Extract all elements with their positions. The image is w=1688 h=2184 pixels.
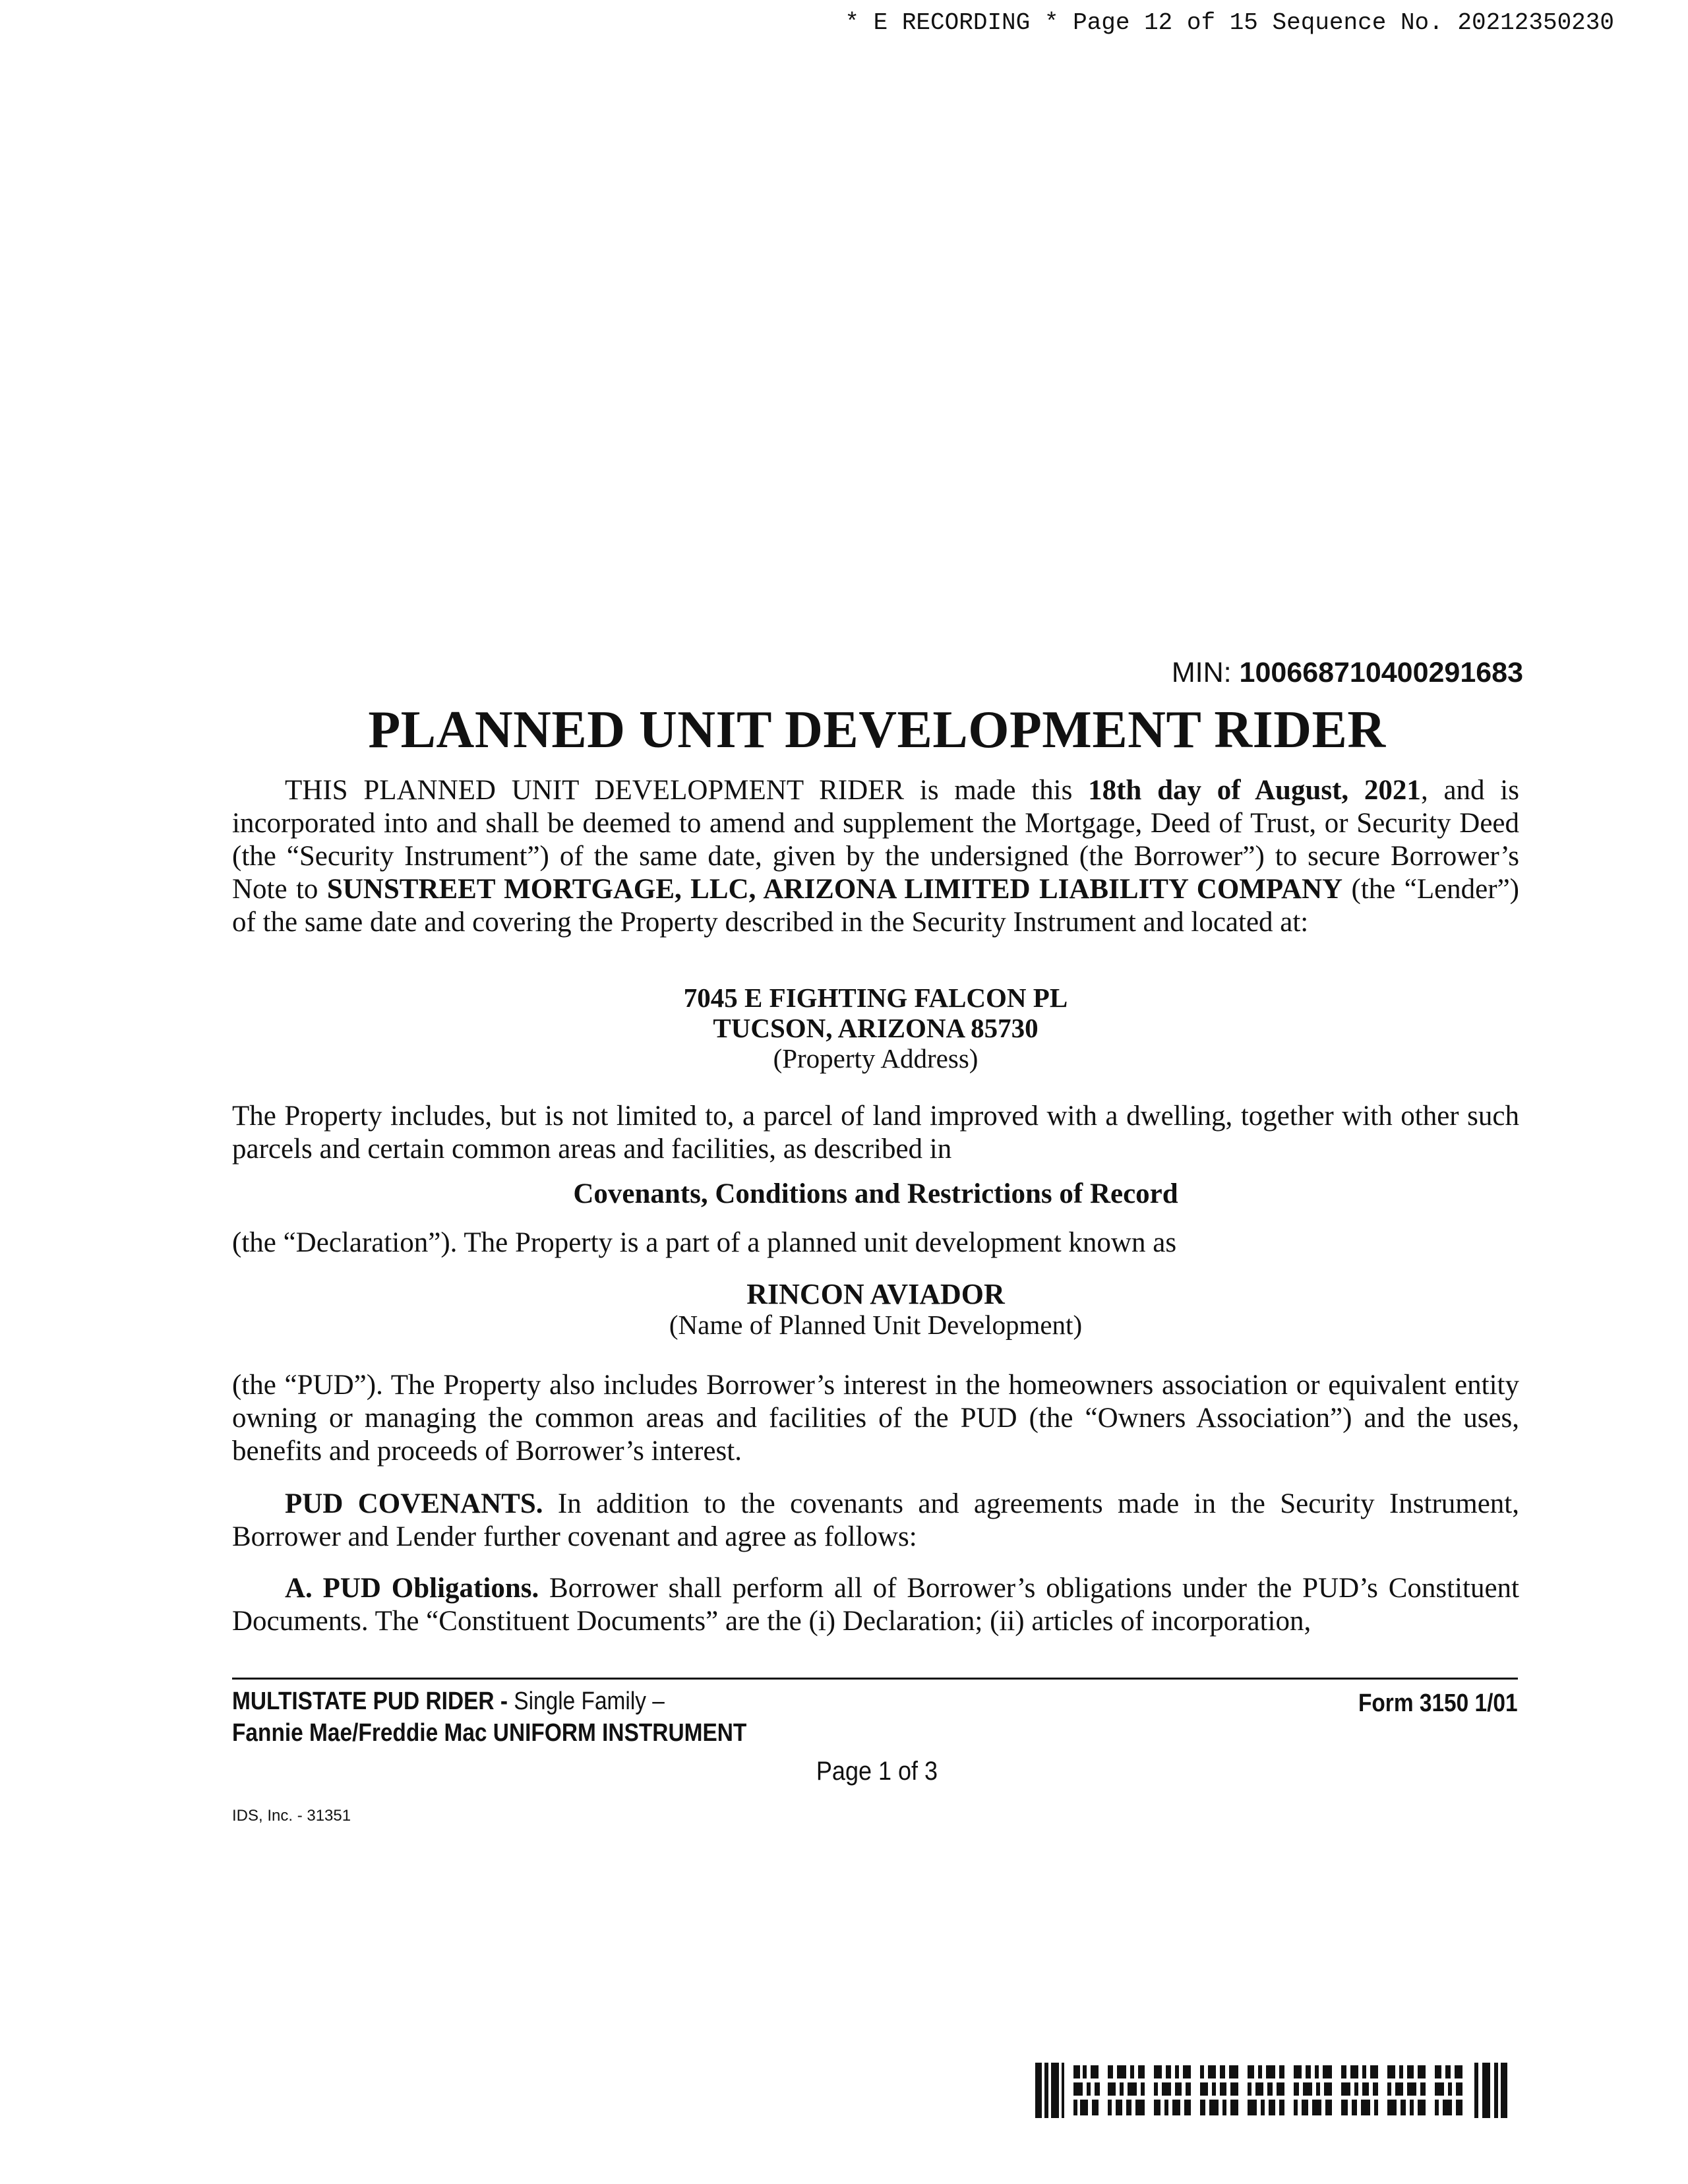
form-title <box>232 1685 746 1749</box>
address-line-2: TUCSON, ARIZONA 85730 <box>713 1013 1039 1043</box>
pud-obligations-paragraph <box>232 1572 1519 1638</box>
pud-obligations-text: Borrower shall perform all of Borrower’s obligations under the PUD’s Constituent Documents. The “Constituent Documents” are the (i) Declaration; (ii) articles of incorporation, <box>232 1573 1519 1637</box>
pud-obligations-heading: A. PUD Obligations. <box>285 1573 539 1604</box>
recording-header: * E RECORDING * Page 12 of 15 Sequence No. 20212350230 <box>845 9 1614 36</box>
form-title-rest: Single Family – <box>514 1687 665 1715</box>
min-label: MIN: <box>1171 657 1240 688</box>
page-number: Page 1 of 3 <box>816 1757 938 1786</box>
min-number <box>1172 657 1523 689</box>
pud-caption: (Name of Planned Unit Development) <box>669 1310 1083 1340</box>
declaration-paragraph: (the “Declaration”). The Property is a part of a planned unit development known as <box>232 1227 1177 1258</box>
pud-paragraph: (the “PUD”). The Property also includes Borrower’s interest in the homeowners association or equivalent entity owning or managing the common areas and facilities of the PUD (the “Owners Association”) and the uses, benefits and proceeds of Borrower’s interest. <box>232 1370 1519 1467</box>
address-caption: (Property Address) <box>773 1043 979 1074</box>
intro-text-1: THIS PLANNED UNIT DEVELOPMENT RIDER is made this <box>285 775 1089 806</box>
pud-covenants-heading: PUD COVENANTS. <box>285 1488 543 1519</box>
declaration-name: Covenants, Conditions and Restrictions of Record <box>573 1178 1178 1209</box>
rider-date: 18th day of August, 2021 <box>1088 775 1421 806</box>
footer-divider <box>232 1678 1518 1680</box>
address-line-1: 7045 E FIGHTING FALCON PL <box>683 983 1068 1013</box>
min-value: 100668710400291683 <box>1239 657 1523 688</box>
form-title-bold: MULTISTATE PUD RIDER - <box>232 1687 514 1715</box>
pud-covenants-text: In addition to the covenants and agreements made in the Security Instrument, Borrower and Lender further covenant and agree as follows: <box>232 1488 1519 1552</box>
document-title: PLANNED UNIT DEVELOPMENT RIDER <box>368 701 1386 759</box>
pud-covenants-paragraph <box>232 1488 1519 1554</box>
property-address <box>232 983 1519 1074</box>
ids-code: IDS, Inc. - 31351 <box>232 1807 351 1825</box>
form-title-line-2: Fannie Mae/Freddie Mac UNIFORM INSTRUMENT <box>232 1719 747 1747</box>
intro-text-2: , and is incorporated into and shall be deemed to amend and supplement the Mortgage, Deed of Trust, or Security Deed (the “Security Instrument”) of the same date, given by the undersigned (the Borrower”) to secure Borrower’s Note to <box>232 775 1519 905</box>
pud-name: RINCON AVIADOR <box>746 1278 1005 1310</box>
property-paragraph: The Property includes, but is not limited to, a parcel of land improved with a dwelling, together with other such parcels and certain common areas and facilities, as described in <box>232 1101 1519 1165</box>
pud-name-block <box>232 1279 1519 1340</box>
barcode-icon <box>1034 2063 1509 2118</box>
intro-text-3: (the “Lender”) of the same date and covering the Property described in the Security Instrument and located at: <box>232 874 1519 938</box>
lender-name: SUNSTREET MORTGAGE, LLC, ARIZONA LIMITED LIABILITY COMPANY <box>326 874 1343 905</box>
form-number: Form 3150 1/01 <box>1358 1689 1518 1717</box>
intro-paragraph <box>232 774 1519 939</box>
